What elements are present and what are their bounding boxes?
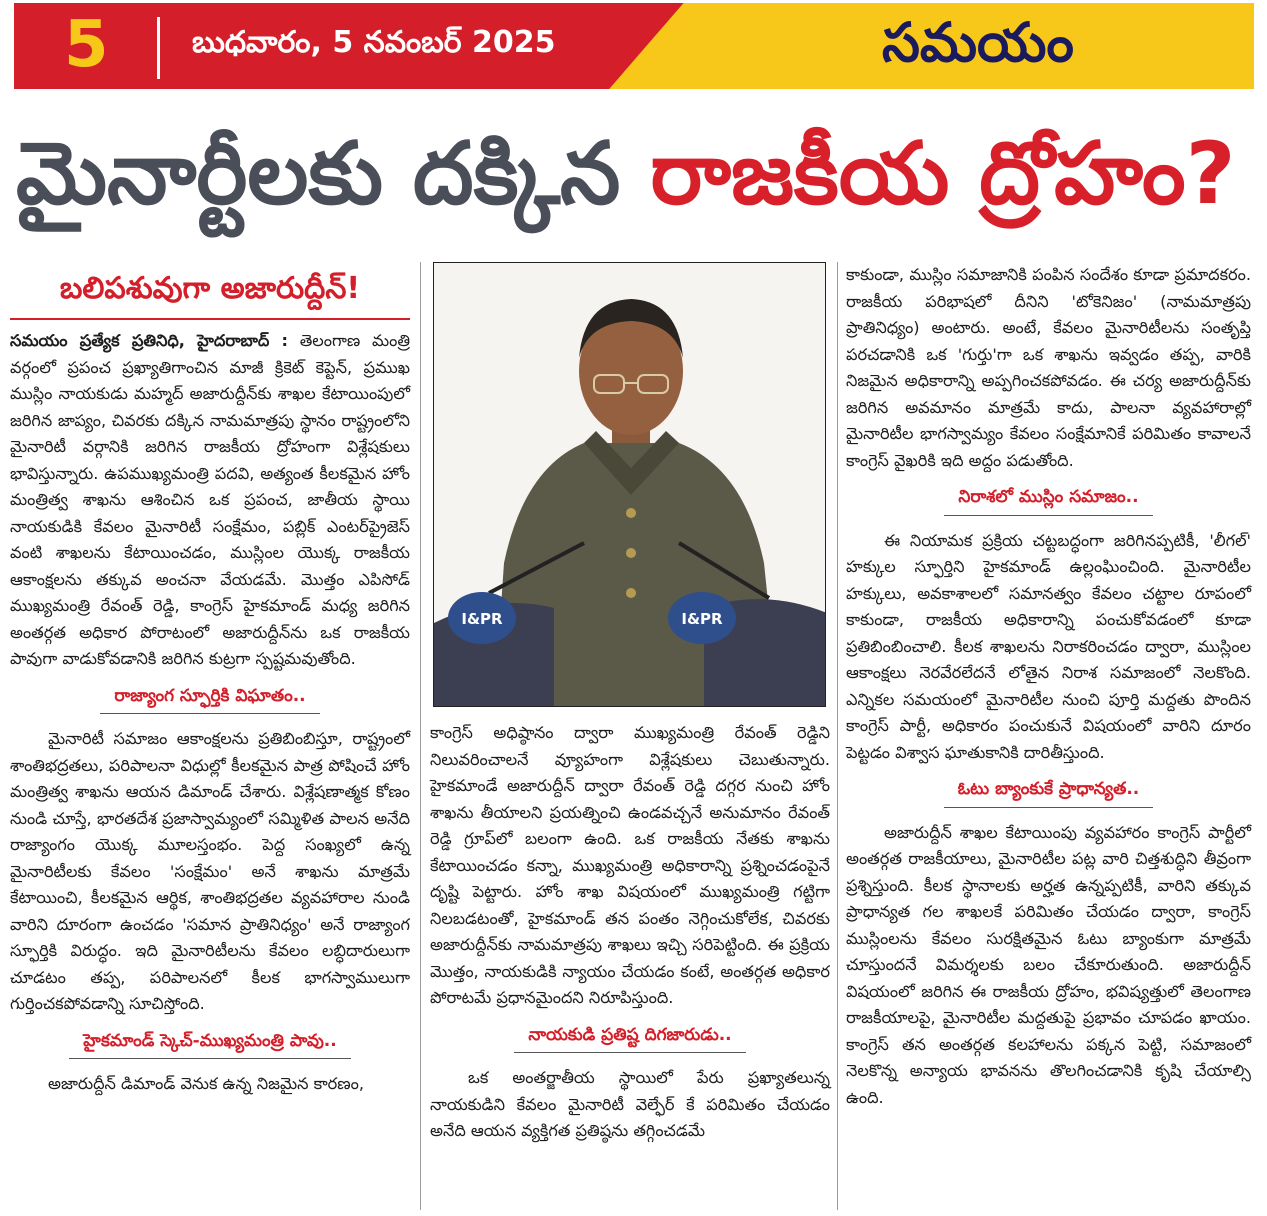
subhead-text: నాయకుడి ప్రతిష్ట దిగజారుడు.. (514, 1022, 745, 1054)
speaker-photo (433, 262, 826, 707)
column-separator (837, 262, 838, 1210)
mic-badge-2: I&PR (681, 610, 723, 628)
page-number: 5 (64, 8, 109, 82)
paragraph: ఈ నియామక ప్రక్రియ చట్టబద్ధంగా జరిగినప్పటికీ, 'లీగల్' హక్కుల స్ఫూర్తిని హైకమాండ్ ఉల్లంఘించింది. మైనారిటీల హక్కులు, అవకాశాలలో సమానత్వం కేవలం చట్టాల రూపంలో కాకుండా, రాజకీయ అధికారాన్ని పంచుకోవడంలో కూడా ప్రతిబింబించాలి. కీలక శాఖలను నిరాకరించడం ద్వారా, ముస్లింల ఆకాంక్షలు నెరవేరలేదనే లోతైన నిరాశ సమాజంలో నెలకొంది. ఎన్నికల సమయంలో మైనారిటీల నుంచి పూర్తి మద్దతు పొందిన కాంగ్రెస్ పార్టీ, అధికారం పంచుకునే విషయంలో వారిని దూరం పెట్టడం విశ్వాస ఘాతుకానికి దారితీస్తుంది. (846, 530, 1251, 762)
paragraph: కాకుండా, ముస్లిం సమాజానికి పంపిన సందేశం కూడా ప్రమాదకరం. రాజకీయ పరిభాషలో దీనిని 'టోకెనిజం' (నామమాత్రపు ప్రాతినిధ్యం) అంటారు. అంటే, కేవలం మైనారిటీలను సంతృప్తి పరచడానికి ఒక 'గుర్తు'గా ఒక శాఖను ఇవ్వడం తప్ప, వారికి నిజమైన అధికారాన్ని అప్పగించకపోవడం. ఈ చర్య అజారుద్దీన్‌కు జరిగిన అవమానం మాత్రమే కాదు, పాలనా వ్యవహారాల్లో మైనారిటీల భాగస్వామ్యం కేవలం సంక్షేమానికే పరిమితం కావాలనే కాంగ్రెస్ వైఖరికి ఇది అద్దం పడుతోంది. (846, 265, 1251, 470)
paragraph: ఒక అంతర్జాతీయ స్థాయిలో పేరు ప్రఖ్యాతలున్న నాయకుడిని కేవలం మైనారిటీ వెల్ఫేర్ కే పరిమితం చేయడం అనేది ఆయన వ్యక్తిగత ప్రతిష్ఠను తగ్గించడమే (430, 1068, 830, 1140)
subhead (10, 683, 410, 715)
column-separator (420, 262, 421, 1210)
kicker-rule (10, 318, 410, 320)
subhead (846, 776, 1251, 808)
article-column-1 (10, 262, 410, 1098)
headline-part-red: రాజకీయ ద్రోహం? (650, 124, 1236, 224)
subhead (846, 484, 1251, 516)
dateline: సమయం ప్రత్యేక ప్రతినిధి, హైదరాబాద్ : (10, 331, 288, 350)
headline-part-dark: మైనార్టీలకు దక్కిన (16, 124, 651, 224)
newspaper-logo: సమయం (882, 11, 1074, 74)
subhead-text: ఓటు బ్యాంకుకే ప్రాధాన్యత.. (944, 776, 1154, 808)
subhead (10, 1028, 410, 1060)
lead-text: తెలంగాణ మంత్రి వర్గంలో ప్రపంచ ప్రఖ్యాతిగాంచిన మాజీ క్రికెట్ కెప్టెన్, ప్రముఖ ముస్లిం నాయకుడు మహ్మద్ అజారుద్దీన్‌కు శాఖల కేటాయింపులో జరిగిన జాప్యం, చివరకు దక్కిన నామమాత్రపు స్థానం రాష్ట్రంలోని మైనారిటీ వర్గానికి జరిగిన రాజకీయ ద్రోహంగా విశ్లేషకులు భావిస్తున్నారు. ఉపముఖ్యమంత్రి పదవి, అత్యంత కీలకమైన హోం మంత్రిత్వ శాఖను ఆశించిన ఒక ప్రపంచ, జాతీయ స్థాయి నాయకుడికి కేవలం మైనారిటీ సంక్షేమం, పబ్లిక్ ఎంటర్‌ప్రైజెస్ వంటి శాఖలను కేటాయించడం, ముస్లింల యొక్క రాజకీయ ఆకాంక్షలను తక్కువ అంచనా వేయడమే. మొత్తం ఎపిసోడ్ ముఖ్యమంత్రి రేవంత్ రెడ్డి, కాంగ్రెస్ హైకమాండ్ మధ్య జరిగిన అంతర్గత అధికార పోరాటంలో అజారుద్దీన్‌ను ఒక రాజకీయ పావుగా వాడుకోవడానికి జరిగిన కుట్రగా స్పష్టమవుతోంది. (10, 331, 411, 668)
page-headline (16, 108, 1256, 240)
paragraph: మైనారిటీ సమాజం ఆకాంక్షలను ప్రతిబింబిస్తూ, రాష్ట్రంలో శాంతిభద్రతలు, పరిపాలనా విధుల్లో కీలకమైన పాత్ర పోషించే హోం మంత్రిత్వ శాఖను ఆయన డిమాండ్ చేశారు. విశ్లేషణాత్మక కోణం నుండి చూస్తే, భారతదేశ ప్రజాస్వామ్యంలో సమ్మిళిత పాలన అనేది రాజ్యాంగం యొక్క మూలస్తంభం. పెద్ద సంఖ్యలో ఉన్న మైనారిటీలకు కేవలం 'సంక్షేమం' అనే శాఖను మాత్రమే కేటాయించి, కీలకమైన ఆర్థిక, శాంతిభద్రతల వ్యవహారాల నుండి వారిని దూరంగా ఉంచడం 'సమాన ప్రాతినిధ్యం' అనే రాజ్యాంగ స్ఫూర్తికి విరుద్ధం. ఇది మైనారిటీలను కేవలం లబ్ధిదారులుగా చూడటం తప్ప, పరిపాలనలో కీలక భాగస్వాములుగా గుర్తించకపోవడాన్ని సూచిస్తోంది. (10, 729, 410, 1013)
masthead-divider (157, 17, 160, 79)
article-column-2 (430, 720, 830, 1145)
kicker-headline: బలిపశువుగా అజారుద్దీన్! (59, 271, 361, 306)
paragraph: కాంగ్రెస్ అధిష్ఠానం ద్వారా ముఖ్యమంత్రి రేవంత్ రెడ్డిని నిలువరించాలనే వ్యూహంగా విశ్లేషకులు చెబుతున్నారు. హైకమాండే అజారుద్దీన్ ద్వారా రేవంత్ రెడ్డి దగ్గర నుంచి హోం శాఖను తీయాలని ప్రయత్నించి ఉండవచ్చనే అనుమానం రేవంత్ రెడ్డి గ్రూప్‌లో బలంగా ఉంది. ఒక రాజకీయ నేతకు శాఖను కేటాయించడం కన్నా, ముఖ్యమంత్రి అధికారాన్ని ప్రశ్నించడంపైనే దృష్టి పెట్టారు. హోం శాఖ విషయంలో ముఖ్యమంత్రి గట్టిగా నిలబడటంతో, హైకమాండ్ తన పంతం నెగ్గించుకోలేక, చివరకు అజారుద్దీన్‌కు నామమాత్రపు శాఖలు ఇచ్చి సరిపెట్టింది. ఈ ప్రక్రియ మొత్తం, నాయకుడికి న్యాయం చేయడం కంటే, అంతర్గత అధికార పోరాటమే ప్రధానమైందని నిరూపిస్తుంది. (430, 723, 830, 1007)
issue-date: బుధవారం, 5 నవంబర్ 2025 (192, 25, 556, 60)
article-column-3 (846, 262, 1251, 1111)
subhead-text: హైకమాండ్ స్కెచ్-ముఖ్యమంత్రి పావు.. (69, 1028, 350, 1060)
speaker-at-podium-photo (434, 263, 826, 707)
subhead-text: రాజ్యాంగ స్ఫూర్తికి విఘాతం.. (100, 683, 319, 715)
paragraph: అజారుద్దీన్ శాఖల కేటాయింపు వ్యవహారం కాంగ్రెస్ పార్టీలో అంతర్గత రాజకీయాలు, మైనారిటీల పట్ల వారి చిత్తశుద్ధిని తీవ్రంగా ప్రశ్నిస్తుంది. కీలక స్థానాలకు అర్హత ఉన్నప్పటికీ, వారిని తక్కువ ప్రాధాన్యత గల శాఖలకే పరిమితం చేయడం ద్వారా, కాంగ్రెస్ ముస్లింలను కేవలం సురక్షితమైన ఓటు బ్యాంకుగా మాత్రమే చూస్తుందనే విమర్శలకు బలం చేకూరుతుంది. అజారుద్దీన్ విషయంలో జరిగిన ఈ రాజకీయ ద్రోహం, భవిష్యత్తులో తెలంగాణ రాజకీయాలపై, మైనారిటీల మద్దతుపై ప్రభావం చూపడం ఖాయం. కాంగ్రెస్ తన అంతర్గత కలహాలను పక్కన పెట్టి, సమాజంలో నెలకొన్న అన్యాయ భావనను తొలగించడానికి కృషి చేయాల్సి ఉంది. (846, 822, 1251, 1107)
lead-paragraph (10, 328, 410, 673)
mic-badge-1: I&PR (461, 610, 503, 628)
paragraph: అజారుద్దీన్ డిమాండ్ వెనుక ఉన్న నిజమైన కారణం, (48, 1074, 364, 1093)
subhead-text: నిరాశలో ముస్లిం సమాజం.. (944, 484, 1152, 516)
masthead (14, 3, 1254, 89)
subhead (430, 1022, 830, 1054)
